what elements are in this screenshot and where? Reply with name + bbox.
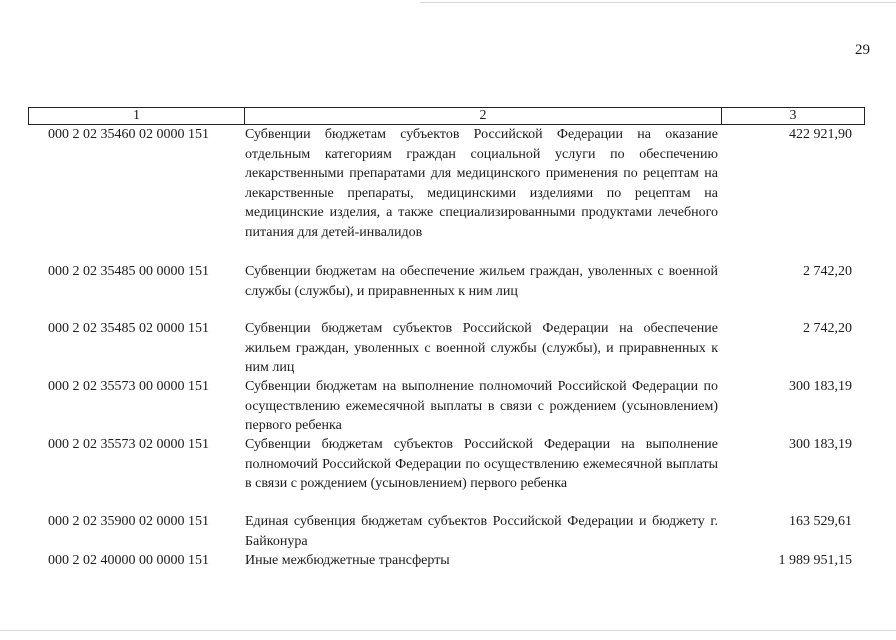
- row-description: Субвенции бюджетам на выполнение полномочий Российской Федерации по осуществлению ежемесячной выплаты в связи с рождением (усыновлением) первого ребенка: [245, 379, 718, 433]
- row-description: Субвенции бюджетам субъектов Российской Федерации на обеспечение жильем граждан, уволенных с военной службы (службы), и приравненных к ним лиц: [245, 321, 718, 375]
- row-description: Единая субвенция бюджетам субъектов Российской Федерации и бюджету г. Байконура: [245, 514, 718, 549]
- header-cell-description: 2: [245, 108, 722, 124]
- row-amount: 2 742,20: [803, 321, 852, 336]
- row-code: 000 2 02 35900 02 0000 151: [48, 514, 209, 529]
- row-description: Субвенции бюджетам на обеспечение жильем граждан, уволенных с военной службы (службы), и приравненных к ним лиц: [245, 264, 718, 299]
- scan-edge-top: [420, 2, 896, 3]
- row-description: Субвенции бюджетам субъектов Российской Федерации на выполнение полномочий Российской Федерации по осуществлению ежемесячной выплаты в связи с рождением (усыновлением) первого ребенка: [245, 437, 718, 491]
- row-code: 000 2 02 35485 02 0000 151: [48, 321, 209, 336]
- row-description: Субвенции бюджетам субъектов Российской Федерации на оказание отдельным категориям граждан социальной услуги по обеспечению лекарственными препаратами для медицинского применения по рецептам на лекарственные препараты, медицинскими изделиями по рецептам на медицинские изделия, а также специализированными продуктами лечебного питания для детей-инвалидов: [245, 127, 718, 240]
- row-code: 000 2 02 40000 00 0000 151: [48, 553, 209, 568]
- row-description: Иные межбюджетные трансферты: [245, 553, 450, 568]
- table-header: [28, 107, 865, 125]
- row-amount: 163 529,61: [789, 514, 852, 529]
- row-amount: 422 921,90: [789, 127, 852, 142]
- row-amount: 300 183,19: [789, 379, 852, 394]
- header-cell-amount: 3: [789, 108, 797, 123]
- row-code: 000 2 02 35460 02 0000 151: [48, 127, 209, 142]
- page-number: 29: [855, 42, 870, 58]
- row-amount: 2 742,20: [803, 264, 852, 279]
- header-cell-code: 1: [29, 108, 245, 124]
- row-amount: 300 183,19: [789, 437, 852, 452]
- row-code: 000 2 02 35573 00 0000 151: [48, 379, 209, 394]
- row-amount: 1 989 951,15: [778, 553, 852, 568]
- row-code: 000 2 02 35573 02 0000 151: [48, 437, 209, 452]
- scan-edge-bottom: [0, 630, 896, 631]
- row-code: 000 2 02 35485 00 0000 151: [48, 264, 209, 279]
